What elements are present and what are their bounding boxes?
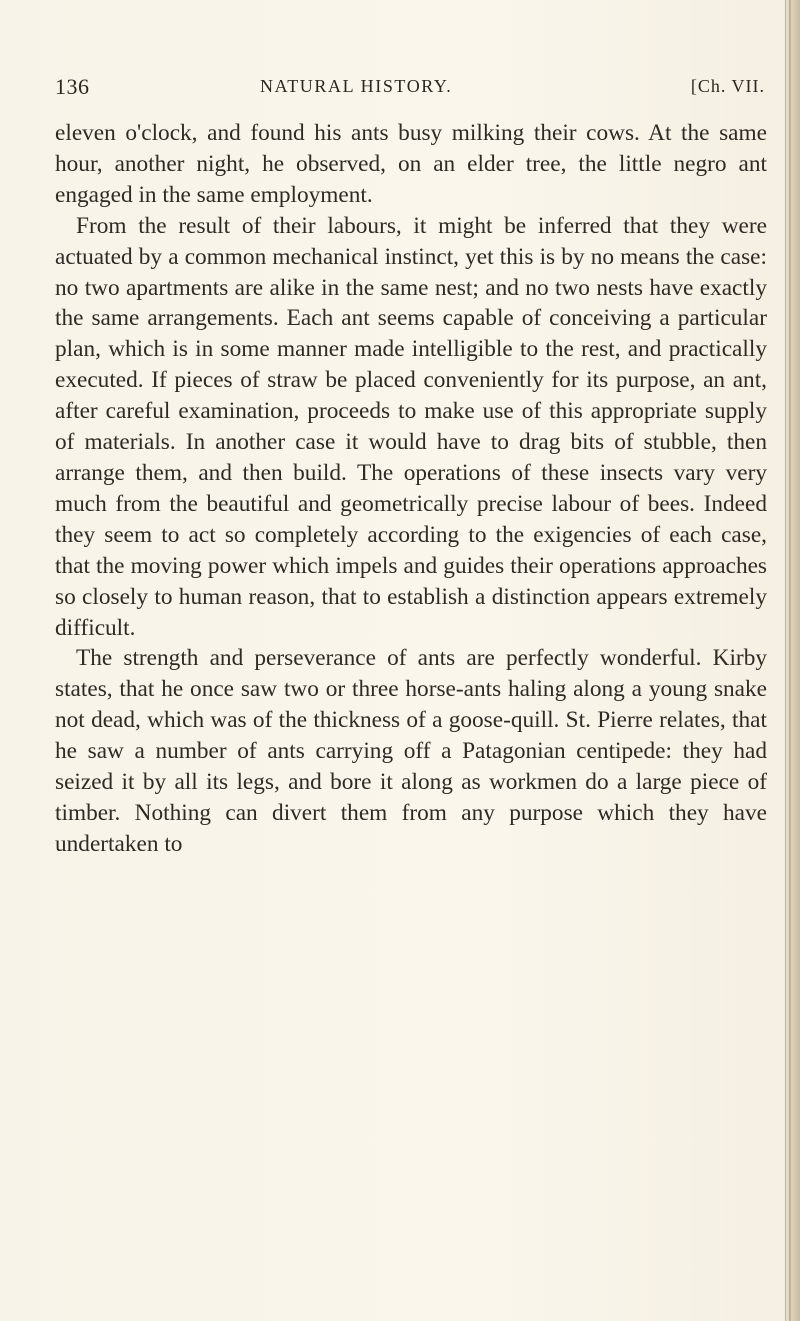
page-edge-shadow [785, 0, 800, 1321]
running-title: NATURAL HISTORY. [260, 76, 453, 96]
page-header [55, 74, 765, 104]
paragraph: eleven o'clock, and found his ants busy milking their cows. At the same hour, another night, he observed, on an elder tree, the little negro ant engaged in the same employment. [55, 120, 767, 208]
page-number: 136 [55, 74, 90, 99]
chapter-reference: [Ch. VII. [690, 76, 765, 96]
page-edge-line [789, 0, 791, 1321]
paragraph: From the result of their labours, it might be inferred that they were actuated by a common mechanical instinct, yet this is by no means the case: no two apartments are alike in the same nest; and no two nests have exactly the same arrangements. Each ant seems capable of conceiving a particular plan, which is in some manner made intelligible to the rest, and practically executed. If pieces of straw be placed conveniently for its purpose, an ant, after careful examination, proceeds to make use of this appropriate supply of materials. In another case it would have to drag bits of stubble, then arrange them, and then build. The operations of these insects vary very much from the beautiful and geometrically precise labour of bees. Indeed they seem to act so completely according to the exigencies of each case, that the moving power which impels and guides their operations approaches so closely to human reason, that to establish a distinction appears extremely difficult. [55, 212, 767, 641]
paragraph: The strength and perseverance of ants are perfectly wonderful. Kirby states, that he once saw two or three horse-ants haling along a young snake not dead, which was of the thickness of a goose-quill. St. Pierre relates, that he saw a number of ants carrying off a Patagonian centipede: they had seized it by all its legs, and bore it along as workmen do a large piece of timber. Nothing can divert them from any purpose which they have undertaken to [55, 645, 767, 857]
body-text [55, 118, 767, 860]
